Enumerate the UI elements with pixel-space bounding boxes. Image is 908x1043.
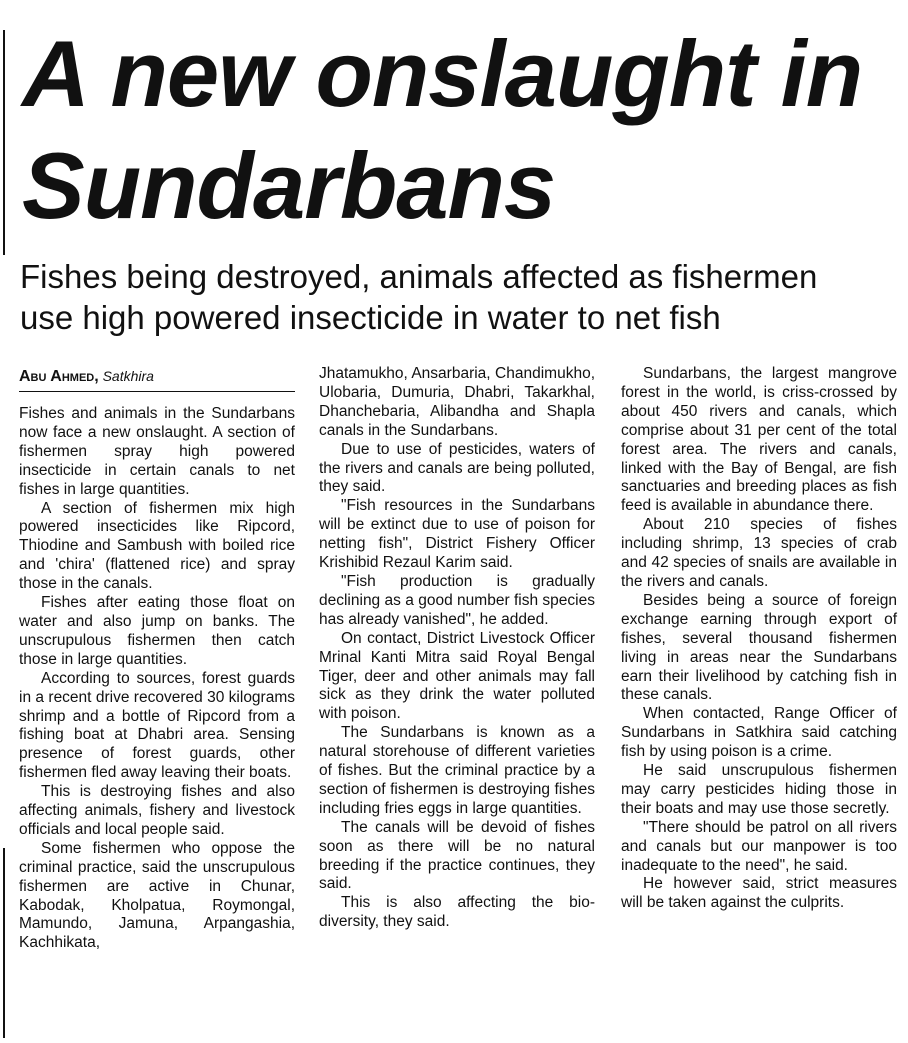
paragraph: This is also affecting the bio-diversity, they said. xyxy=(319,894,595,931)
subheadline-line-1: Fishes being destroyed, animals affected as fishermen xyxy=(20,258,818,295)
subheadline-line-2: use high powered insecticide in water to net fish xyxy=(20,299,721,336)
paragraph: When contacted, Range Officer of Sundarbans in Satkhira said catching fish by using poison is a crime. xyxy=(621,705,897,761)
paragraph: The Sundarbans is known as a natural storehouse of different varieties of fishes. But the criminal practice by a section of fishermen is destroying fishes including fries eggs in large quantities. xyxy=(319,724,595,817)
headline-line-2: Sundarbans xyxy=(22,133,556,238)
paragraph: This is destroying fishes and also affecting animals, fishery and livestock officials and local people said. xyxy=(19,783,295,838)
paragraph: Fishes after eating those float on water and also jump on banks. The unscrupulous fishermen then catch those in large quantities. xyxy=(19,594,295,668)
paragraph: He said unscrupulous fishermen may carry pesticides hiding those in their boats and may use those secretly. xyxy=(621,762,897,817)
paragraph: Besides being a source of foreign exchange earning through export of fishes, several thousand fishermen living in areas near the Sundarbans earn their livelihood by catching fish in these canals. xyxy=(621,591,897,704)
paragraph: The canals will be devoid of fishes soon as there will be no natural breeding if the practice continues, they said. xyxy=(319,818,595,893)
article-column-2 xyxy=(319,365,595,932)
left-margin-rule-bottom xyxy=(3,848,5,1038)
byline-author: Abu Ahmed, xyxy=(19,368,99,385)
left-margin-rule-top xyxy=(3,30,5,255)
paragraph: Jhatamukho, Ansarbaria, Chandimukho, Ulobaria, Dumuria, Dhabri, Takarkhal, Dhanchebaria, Alibandha and Shapla canals in the Sundarbans. xyxy=(319,365,595,439)
article-column-1 xyxy=(19,405,295,953)
paragraph: Fishes and animals in the Sundarbans now face a new onslaught. A section of fishermen spray high powered insecticide in certain canals to net fishes in large quantities. xyxy=(19,405,295,498)
paragraph: Some fishermen who oppose the criminal practice, said the unscrupulous fishermen are active in Chunar, Kabodak, Kholpatua, Roymongal, Mamundo, Jamuna, Arpangashia, Kachhikata, xyxy=(19,839,295,952)
article-column-3 xyxy=(621,365,897,913)
paragraph: He however said, strict measures will be taken against the culprits. xyxy=(621,875,897,912)
byline xyxy=(19,367,295,386)
paragraph: According to sources, forest guards in a recent drive recovered 30 kilograms shrimp and a bottle of Ripcord from a fishing boat at Dhabri area. Sensing presence of forest guards, other fishermen fled away leaving their boats. xyxy=(19,669,295,782)
byline-divider xyxy=(19,391,295,392)
byline-location: Satkhira xyxy=(102,368,154,384)
paragraph: "Fish resources in the Sundarbans will be extinct due to use of poison for netting fish", District Fishery Officer Krishibid Rezaul Karim said. xyxy=(319,497,595,572)
headline-line-1: A new onslaught in xyxy=(22,21,863,126)
paragraph: About 210 species of fishes including shrimp, 13 species of crab and 42 species of snails are available in the rivers and canals. xyxy=(621,516,897,590)
subheadline xyxy=(20,256,900,338)
paragraph: "There should be patrol on all rivers and canals but our manpower is too inadequate to the need", he said. xyxy=(621,818,897,874)
paragraph: Sundarbans, the largest mangrove forest in the world, is criss-crossed by about 450 rivers and canals, which comprise about 31 per cent of the total forest area. The rivers and canals, linked with the Bay of Bengal, are fish sanctuaries and breeding places as fish feed is available in abundance there. xyxy=(621,365,897,515)
headline xyxy=(22,18,902,242)
paragraph: "Fish production is gradually declining as a good number fish species has already vanished", he added. xyxy=(319,572,595,628)
paragraph: A section of fishermen mix high powered insecticides like Ripcord, Thiodine and Sambush with boiled rice and 'chira' (flattened rice) and spray those in the canals. xyxy=(19,499,295,593)
paragraph: Due to use of pesticides, waters of the rivers and canals are being polluted, they said. xyxy=(319,440,595,496)
paragraph: On contact, District Livestock Officer Mrinal Kanti Mitra said Royal Bengal Tiger, deer and other animals may fall sick as they drink the water polluted with poison. xyxy=(319,629,595,723)
